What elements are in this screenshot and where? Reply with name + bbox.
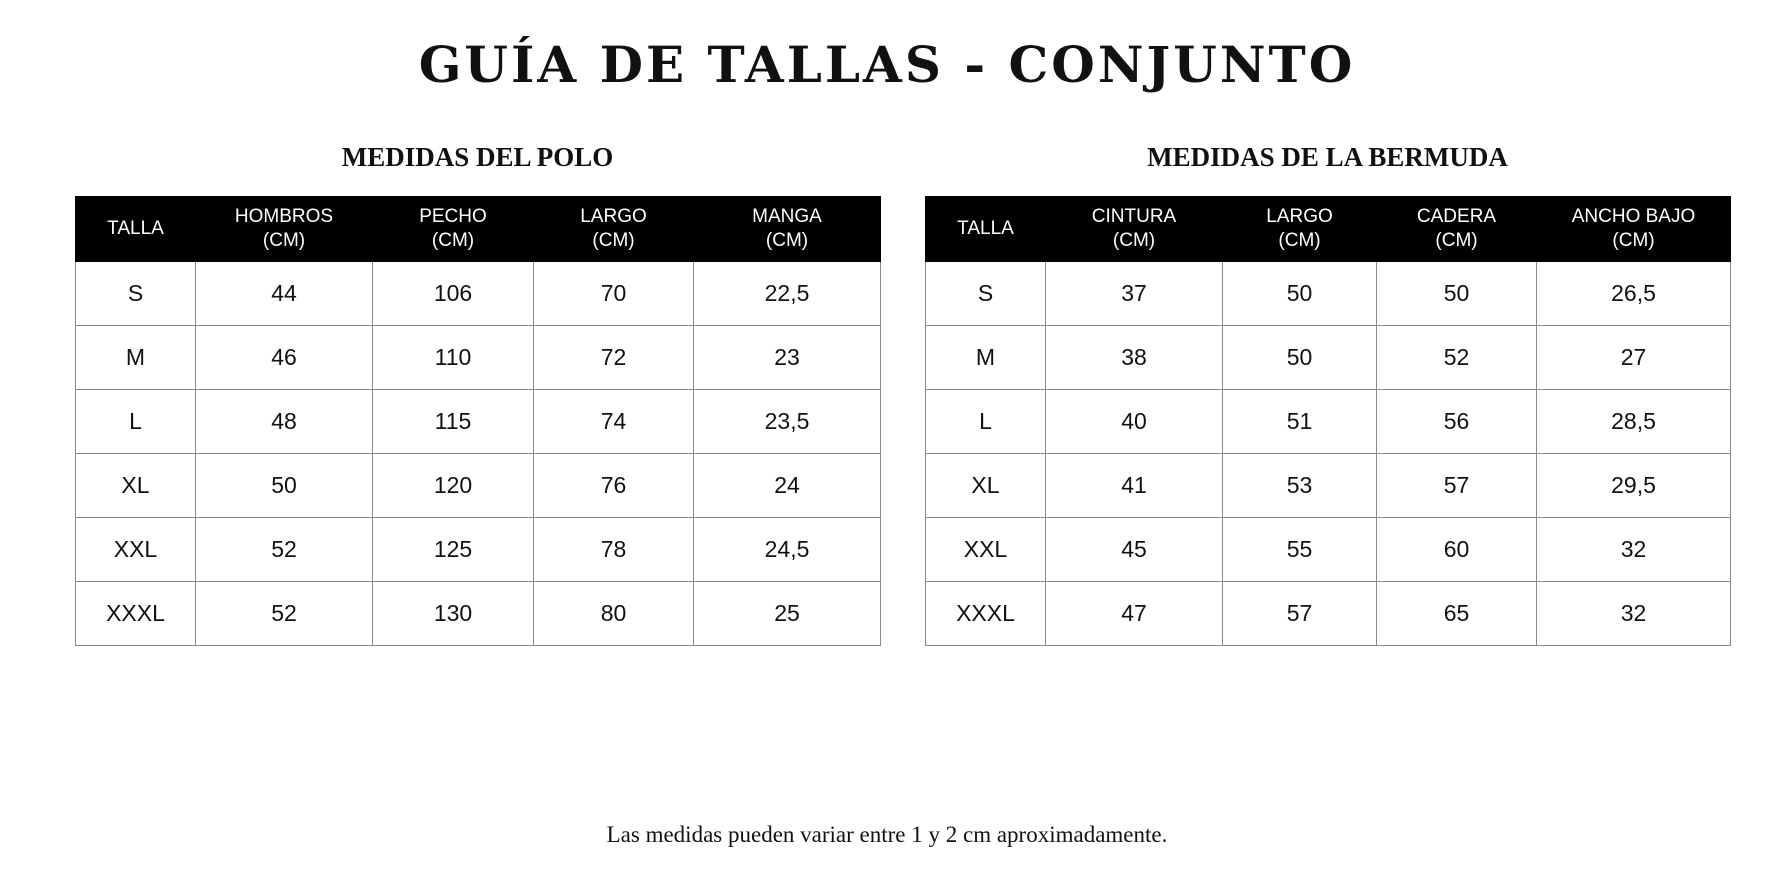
table-cell: 52 xyxy=(1377,326,1537,390)
table-cell: 26,5 xyxy=(1537,262,1731,326)
bermuda-section xyxy=(925,135,1730,646)
table-row xyxy=(76,582,881,646)
table-cell: 115 xyxy=(373,390,534,454)
table-cell: 60 xyxy=(1377,518,1537,582)
table-cell: 32 xyxy=(1537,582,1731,646)
polo-header-pecho: PECHO (CM) xyxy=(373,197,534,262)
table-cell: 52 xyxy=(196,518,373,582)
table-row xyxy=(926,454,1731,518)
table-cell: 23,5 xyxy=(694,390,881,454)
table-cell: 51 xyxy=(1223,390,1377,454)
size-cell: S xyxy=(926,262,1046,326)
table-cell: 50 xyxy=(1223,326,1377,390)
bermuda-header-ancho-bajo: ANCHO BAJO (CM) xyxy=(1537,197,1731,262)
bermuda-header-cintura: CINTURA (CM) xyxy=(1046,197,1223,262)
table-cell: 28,5 xyxy=(1537,390,1731,454)
table-row xyxy=(926,390,1731,454)
table-row xyxy=(76,454,881,518)
table-cell: 57 xyxy=(1377,454,1537,518)
bermuda-header-row xyxy=(926,197,1731,262)
polo-header-row xyxy=(76,197,881,262)
table-cell: 125 xyxy=(373,518,534,582)
table-cell: 78 xyxy=(534,518,694,582)
table-cell: 110 xyxy=(373,326,534,390)
table-row xyxy=(926,326,1731,390)
polo-header-hombros: HOMBROS (CM) xyxy=(196,197,373,262)
table-cell: 80 xyxy=(534,582,694,646)
table-row xyxy=(76,326,881,390)
table-row xyxy=(76,518,881,582)
size-cell: M xyxy=(76,326,196,390)
table-cell: 44 xyxy=(196,262,373,326)
bermuda-header-largo: LARGO (CM) xyxy=(1223,197,1377,262)
size-cell: S xyxy=(76,262,196,326)
table-cell: 47 xyxy=(1046,582,1223,646)
measurement-footnote: Las medidas pueden variar entre 1 y 2 cm aproximadamente. xyxy=(606,822,1168,847)
table-cell: 25 xyxy=(694,582,881,646)
polo-section xyxy=(75,135,880,646)
table-cell: 48 xyxy=(196,390,373,454)
polo-size-table xyxy=(75,196,881,646)
table-cell: 22,5 xyxy=(694,262,881,326)
polo-section-title: MEDIDAS DEL POLO xyxy=(341,142,614,172)
page-title: GUÍA DE TALLAS - CONJUNTO xyxy=(418,35,1356,94)
table-cell: 27 xyxy=(1537,326,1731,390)
polo-header-largo: LARGO (CM) xyxy=(534,197,694,262)
polo-header-manga: MANGA (CM) xyxy=(694,197,881,262)
table-row xyxy=(76,390,881,454)
table-cell: 24 xyxy=(694,454,881,518)
table-cell: 37 xyxy=(1046,262,1223,326)
table-cell: 55 xyxy=(1223,518,1377,582)
table-cell: 38 xyxy=(1046,326,1223,390)
table-cell: 50 xyxy=(196,454,373,518)
table-row xyxy=(926,518,1731,582)
size-cell: L xyxy=(926,390,1046,454)
bermuda-section-title: MEDIDAS DE LA BERMUDA xyxy=(1147,142,1508,172)
table-cell: 53 xyxy=(1223,454,1377,518)
table-cell: 76 xyxy=(534,454,694,518)
bermuda-size-table xyxy=(925,196,1731,646)
size-cell: XL xyxy=(76,454,196,518)
table-cell: 24,5 xyxy=(694,518,881,582)
table-row xyxy=(926,262,1731,326)
table-cell: 50 xyxy=(1377,262,1537,326)
size-cell: XL xyxy=(926,454,1046,518)
table-cell: 74 xyxy=(534,390,694,454)
table-row xyxy=(76,262,881,326)
size-cell: L xyxy=(76,390,196,454)
bermuda-header-cadera: CADERA (CM) xyxy=(1377,197,1537,262)
table-cell: 40 xyxy=(1046,390,1223,454)
table-row xyxy=(926,582,1731,646)
table-cell: 57 xyxy=(1223,582,1377,646)
table-cell: 50 xyxy=(1223,262,1377,326)
bermuda-header-talla: TALLA xyxy=(926,197,1046,262)
table-cell: 70 xyxy=(534,262,694,326)
table-cell: 56 xyxy=(1377,390,1537,454)
size-cell: XXL xyxy=(926,518,1046,582)
table-cell: 23 xyxy=(694,326,881,390)
table-cell: 106 xyxy=(373,262,534,326)
size-cell: XXXL xyxy=(76,582,196,646)
table-cell: 52 xyxy=(196,582,373,646)
polo-header-talla: TALLA xyxy=(76,197,196,262)
table-cell: 65 xyxy=(1377,582,1537,646)
table-cell: 120 xyxy=(373,454,534,518)
size-cell: M xyxy=(926,326,1046,390)
table-cell: 130 xyxy=(373,582,534,646)
size-cell: XXL xyxy=(76,518,196,582)
size-cell: XXXL xyxy=(926,582,1046,646)
table-cell: 29,5 xyxy=(1537,454,1731,518)
table-cell: 45 xyxy=(1046,518,1223,582)
table-cell: 41 xyxy=(1046,454,1223,518)
table-cell: 72 xyxy=(534,326,694,390)
table-cell: 46 xyxy=(196,326,373,390)
table-cell: 32 xyxy=(1537,518,1731,582)
